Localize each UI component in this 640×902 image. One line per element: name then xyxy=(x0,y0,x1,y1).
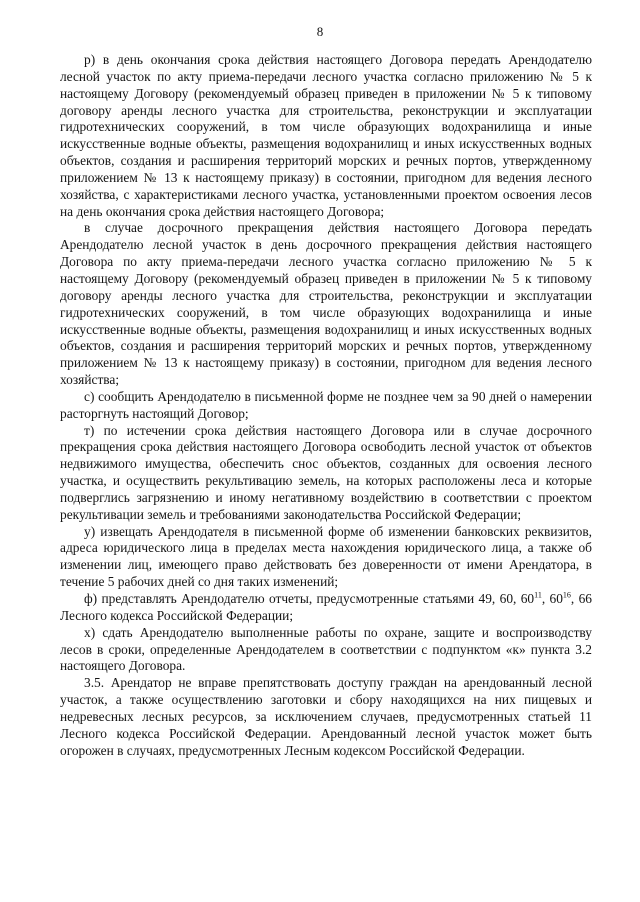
superscript-11: 11 xyxy=(534,590,542,600)
superscript-16: 16 xyxy=(562,590,571,600)
paragraph-f-lead: ф) представлять Арендодателю отчеты, предусмотренные статьями 49, 60, 60 xyxy=(84,591,535,606)
paragraph-f xyxy=(60,591,592,625)
paragraph-3-5: 3.5. Арендатор не вправе препятствовать доступу граждан на арендованный лесной участок, а также осуществлению заготовки и сбору находящихся на них пищевых и недревесных лесных ресурсов, за исключением случаев, предусмотренных статьей 11 Лесного кодекса Российской Федерации. Арендованный лесной участок может быть огорожен в случаях, предусмотренных Лесным кодексом Российской Федерации. xyxy=(60,675,592,758)
paragraph-f-tail: , 66 Лесного кодекса Российской Федерации; xyxy=(60,591,592,623)
paragraph-s: с) сообщить Арендодателю в письменной форме не позднее чем за 90 дней о намерении расторгнуть настоящий Договор; xyxy=(60,388,592,421)
page-number: 8 xyxy=(316,24,324,39)
paragraph-kh: х) сдать Арендодателю выполненные работы по охране, защите и воспроизводству лесов в сроки, определенные Арендодателем в соответствии с подпунктом «к» пункта 3.2 настоящего Договора. xyxy=(60,624,592,674)
paragraph-f-mid: , 60 xyxy=(541,591,563,606)
paragraph-t: т) по истечении срока действия настоящего Договора или в случае досрочного прекращения срока действия настоящего Договора освободить лесной участок от объектов недвижимого имущества, обеспечить снос объектов, созданных для освоения лесного участка, и осуществить рекультивацию земель, на которых расположены леса и которые подверглись загрязнению и иному негативному воздействию в соответствии с проектом рекультивации земель и требованиями законодательства Российской Федерации; xyxy=(60,422,592,522)
paragraph-early-termination: в случае досрочного прекращения действия настоящего Договора передать Арендодателю лесной участок в день досрочного прекращения действия настоящего Договора по акту приема-передачи лесного участка согласно приложению № 5 к настоящему Договору (рекомендуемый образец приведен в приложении № 5 к типовому договору аренды лесного участка для строительства, реконструкции и эксплуатации гидротехнических сооружений, в том числе образующих водохранилища и иные искусственные водные объекты, размещения водохранилищ и иных искусственных водных объектов, создания и расширения территорий морских и речных портов, утвержденному приложением № 13 к настоящему приказу) в состоянии, пригодном для ведения лесного хозяйства; xyxy=(60,220,592,388)
paragraph-u: у) извещать Арендодателя в письменной форме об изменении банковских реквизитов, адреса юридического лица в пределах места нахождения юридического лица, а также об изменении лиц, имеющего право действовать без доверенности от имени Арендатора, в течение 5 рабочих дней со дня таких изменений; xyxy=(60,523,592,590)
paragraph-r: р) в день окончания срока действия настоящего Договора передать Арендодателю лесной участок по акту приема-передачи лесного участка согласно приложению № 5 к настоящему Договору (рекомендуемый образец приведен в приложении № 5 к типовому договору аренды лесного участка для строительства, реконструкции и эксплуатации гидротехнических сооружений, в том числе образующих водохранилища и иные искусственные водные объекты, размещения водохранилищ и иных искусственных водных объектов, создания и расширения территорий морских и речных портов, утвержденному приложением № 13 к настоящему приказу) в состоянии, пригодном для ведения лесного хозяйства, с характеристиками лесного участка, установленными проектом освоения лесов на день окончания срока действия настоящего Договора; xyxy=(60,52,592,219)
document-body xyxy=(60,52,592,759)
